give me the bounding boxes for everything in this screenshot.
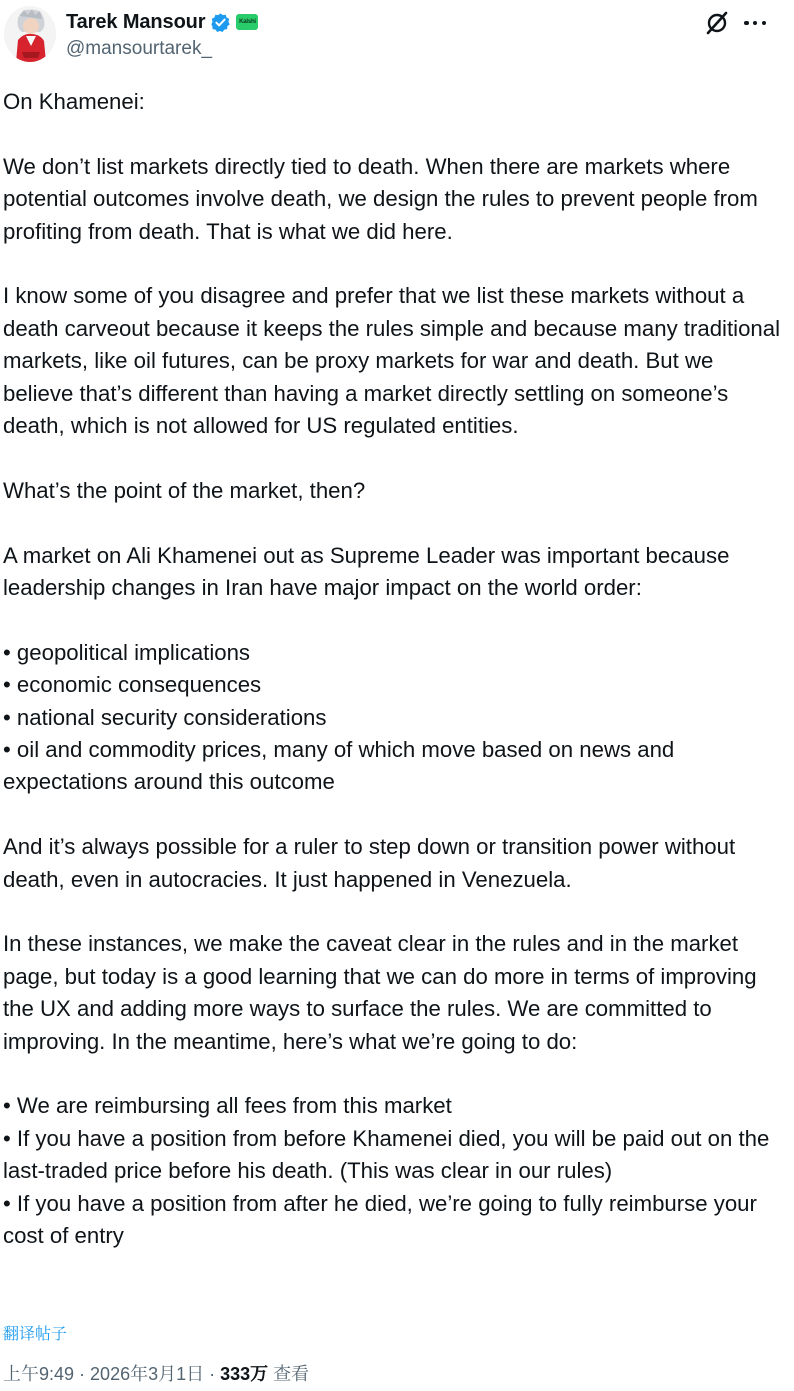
post-bullet-list: • geopolitical implications • economic consequences • national security considerations • oil and commodity prices, many of which move based on news and expectations around this outcome: [3, 639, 675, 795]
post-meta: [3, 1360, 309, 1386]
translate-post-link[interactable]: 翻译帖子: [3, 1326, 68, 1343]
affiliate-label: Kalshi: [239, 19, 256, 25]
author-handle[interactable]: @mansourtarek_: [66, 38, 213, 59]
more-dot: [762, 21, 767, 26]
post-time[interactable]: 上午9:49: [3, 1364, 75, 1384]
more-icon[interactable]: [742, 10, 768, 36]
paragraph-gap: [3, 604, 789, 636]
post-paragraph: What’s the point of the market, then?: [3, 477, 366, 503]
more-dot: [744, 21, 749, 26]
avatar[interactable]: [4, 6, 56, 62]
verified-badge-icon[interactable]: [210, 12, 231, 33]
post-paragraph: A market on Ali Khamenei out as Supreme Leader was important because leadership changes in Iran have major impact on the world order:: [3, 542, 730, 601]
paragraph-gap: [3, 118, 789, 150]
post-bullet-list: • We are reimbursing all fees from this market • If you have a position from before Khamenei died, you will be paid out on the last-traded price before his death. (This was clear in our rules) • If you have a position from after he died, we’re going to fully reimburse your cost of entry: [3, 1093, 770, 1249]
grok-icon[interactable]: [704, 10, 730, 36]
post-paragraph: And it’s always possible for a ruler to step down or transition power without death, even in autocracies. It just happened in Venezuela.: [3, 834, 736, 892]
affiliate-badge-icon[interactable]: [236, 14, 258, 30]
post-paragraph: I know some of you disagree and prefer that we list these markets without a death carveout because it keeps the rules simple and because many traditional markets, like oil futures, can be proxy markets for war and death. But we believe that’s different than having a market directly settling on someone’s death, which is not allowed for US regulated entities.: [3, 283, 781, 439]
author-display-name[interactable]: Tarek Mansour: [66, 10, 206, 33]
post-text: [3, 86, 789, 1253]
paragraph-gap: [3, 248, 789, 280]
meta-separator: ·: [204, 1364, 221, 1384]
author-name-row: [66, 9, 258, 35]
views-count[interactable]: 333万: [220, 1364, 269, 1384]
post-date[interactable]: 2026年3月1日: [90, 1364, 205, 1384]
paragraph-gap: [3, 896, 789, 928]
views-label: 查看: [268, 1364, 310, 1384]
post-paragraph: In these instances, we make the caveat clear in the rules and in the market page, but today is a good learning that we can do more in terms of improving the UX and adding more ways to surface the rules. We are committed to improving. In the meantime, here’s what we’re going to do:: [3, 931, 757, 1054]
meta-separator: ·: [74, 1364, 91, 1384]
post-paragraph: On Khamenei:: [3, 89, 145, 114]
paragraph-gap: [3, 799, 789, 831]
paragraph-gap: [3, 442, 789, 474]
more-dot: [753, 21, 758, 26]
paragraph-gap: [3, 507, 789, 539]
paragraph-gap: [3, 1058, 789, 1090]
post-paragraph: We don’t list markets directly tied to death. When there are markets where potential outcomes involve death, we design the rules to prevent people from profiting from death. That is what we did here.: [3, 153, 758, 244]
post-header: [0, 0, 794, 72]
